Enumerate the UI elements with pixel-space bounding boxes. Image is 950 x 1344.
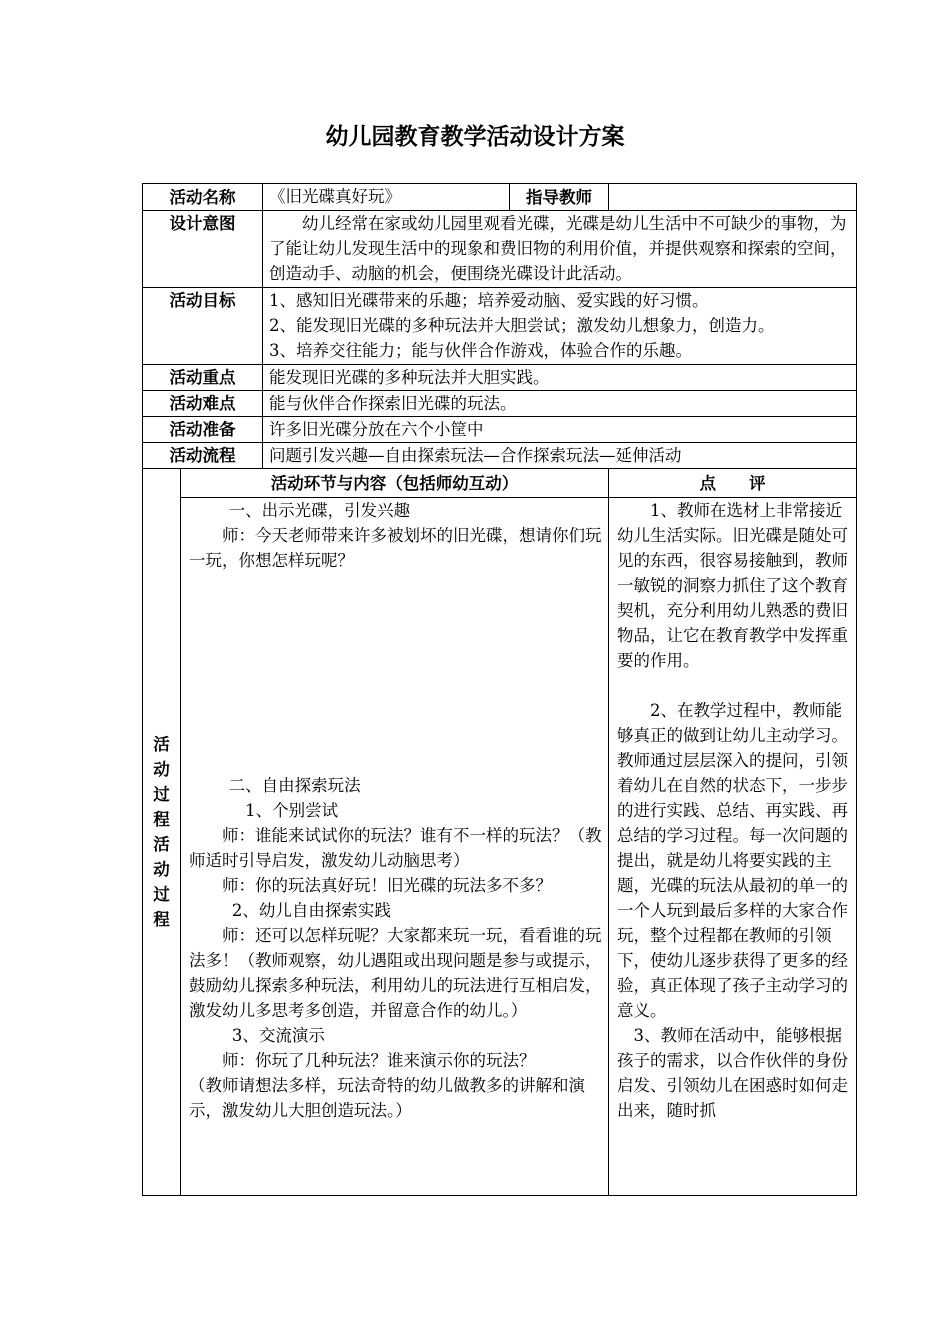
design-intent-text: 幼儿经常在家或幼儿园里观看光碟，光碟是幼儿生活中不可缺少的事物，为了能让幼儿发现生活中的现象和费旧物的利用价值，并提供观察和探索的空间，创造动手、动脑的机会，便围绕光碟设计此活动。 [269,214,847,283]
label-difficulty: 活动难点 [143,391,263,417]
process-step-2-2: 2、幼儿自由探索实践 [231,901,391,920]
activity-name-value: 《旧光碟真好玩》 [263,184,510,211]
label-flow: 活动流程 [143,443,263,469]
process-content [181,498,609,1196]
process-step-2-1-text-1: 师：谁能来试试你的玩法？谁有不一样的玩法？（教师适时引导启发，激发幼儿动脑思考） [189,826,602,870]
label-teacher: 指导教师 [510,184,609,211]
label-key-point: 活动重点 [143,365,263,391]
column-header-review: 点 评 [609,469,857,498]
label-activity-goals: 活动目标 [143,288,263,365]
row-key-point [143,365,857,391]
row-process-header [143,469,857,498]
label-process-vertical: 活 动 过 程 活 动 过 程 [143,469,181,1196]
review-item-1: 1、教师在选材上非常接近幼儿生活实际。旧光碟是随处可见的东西，很容易接触到，教师一敏锐的洞察力抓住了这个教育契机，充分利用幼儿熟悉的费旧物品，让它在教育教学中发挥重要的作用。 [617,501,848,670]
column-header-process: 活动环节与内容（包括师幼互动） [181,469,609,498]
teacher-name-value [609,184,857,211]
label-preparation: 活动准备 [143,417,263,443]
review-item-3: 3、教师在活动中，能够根据孩子的需求，以合作伙伴的身份启发、引领幼儿在困惑时如何走出来，随时抓 [617,1026,848,1120]
row-activity-name [143,184,857,211]
row-flow [143,443,857,469]
row-difficulty [143,391,857,417]
process-section-1-title: 一、出示光碟，引发兴趣 [228,501,411,520]
process-step-2-2-text: 师：还可以怎样玩呢？大家都来玩一玩，看看谁的玩法多！（教师观察，幼儿遇阻或出现问题是参与或提示，鼓励幼儿探索多种玩法，利用幼儿的玩法进行互相启发，激发幼儿多思考多创造，并留意合作的幼儿。） [189,926,602,1020]
row-activity-goals [143,288,857,365]
preparation-text: 许多旧光碟分放在六个小筐中 [263,417,857,443]
document-title: 幼儿园教育教学活动设计方案 [325,124,625,150]
review-content [609,498,857,1196]
goal-item-1: 1、感知旧光碟带来的乐趣；培养爱动脑、爱实践的好习惯。 [269,291,709,310]
process-step-2-1: 1、个别尝试 [245,801,339,820]
row-preparation [143,417,857,443]
label-activity-name: 活动名称 [143,184,263,211]
label-design-intent: 设计意图 [143,211,263,288]
goal-item-3: 3、培养交往能力；能与伙伴合作游戏，体验合作的乐趣。 [269,341,692,360]
process-step-2-3-text-2: （教师请想法多样，玩法奇特的幼儿做教多的讲解和演示，激发幼儿大胆创造玩法。） [189,1076,585,1120]
flow-text: 问题引发兴趣—自由探索玩法—合作探索玩法—延伸活动 [263,443,857,469]
process-step-2-3-text-1: 师：你玩了几种玩法？谁来演示你的玩法？ [222,1051,536,1070]
process-step-2-1-text-2: 师：你的玩法真好玩！旧光碟的玩法多不多？ [222,876,552,895]
key-point-text: 能发现旧光碟的多种玩法并大胆实践。 [263,365,857,391]
review-item-2: 2、在教学过程中，教师能够真正的做到让幼儿主动学习。教师通过层层深入的提问，引领着幼儿在自然的状态下，一步步的进行实践、总结、再实践、再总结的学习过程。每一次问题的提出，就是幼儿将要实践的主题，光碟的玩法从最初的单一的一个人玩到最后多样的大家合作玩，整个过程都在教师的引领下，使幼儿逐步获得了更多的经验，真正体现了孩子主动学习的意义。 [617,701,848,1020]
process-section-1-text: 师：今天老师带来许多被划坏的旧光碟，想请你们玩一玩，你想怎样玩呢？ [189,526,602,570]
process-section-2-title: 二、自由探索玩法 [228,776,361,795]
goal-item-2: 2、能发现旧光碟的多种玩法并大胆尝试；激发幼儿想象力，创造力。 [269,316,775,335]
process-step-2-3: 3、交流演示 [231,1026,325,1045]
difficulty-text: 能与伙伴合作探索旧光碟的玩法。 [263,391,857,417]
row-design-intent [143,211,857,288]
row-process-content [143,498,857,1196]
activity-plan-table [142,183,857,1196]
